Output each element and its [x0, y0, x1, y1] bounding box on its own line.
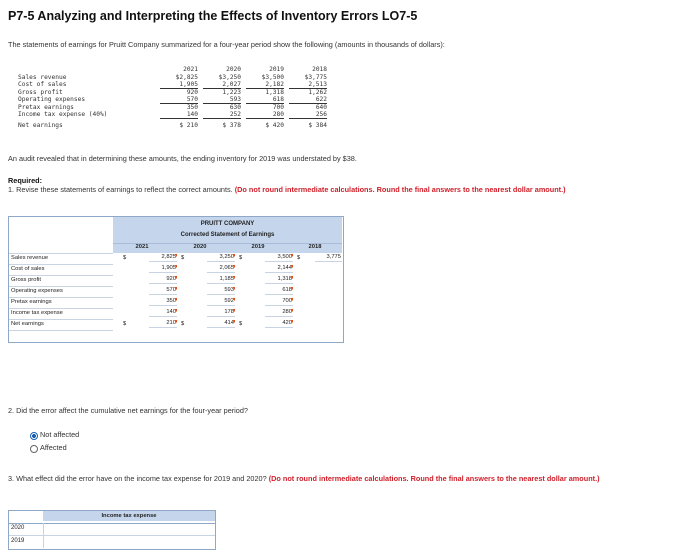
row-divider	[9, 319, 113, 320]
corrected-statement-table	[8, 216, 344, 343]
radio-affected[interactable]	[30, 445, 38, 453]
source-year-2018: 2018	[312, 66, 327, 73]
currency-symbol: $	[181, 255, 185, 261]
source-value: $ 210	[179, 122, 198, 129]
question-3	[8, 474, 608, 484]
input-gross-profit-2019[interactable]: 1,318	[265, 275, 293, 284]
source-value: $3,775	[304, 74, 327, 81]
source-value: 920	[186, 89, 198, 96]
answer-marker-icon	[232, 320, 235, 323]
row-divider	[9, 275, 113, 276]
answer-marker-icon	[232, 254, 235, 257]
currency-symbol: $	[239, 255, 243, 261]
row-label-operating-expenses: Operating expenses	[11, 288, 63, 294]
audit-text: An audit revealed that in determining these amounts, the ending inventory for 2019 was understated by $38.	[8, 154, 357, 163]
source-value: 622	[289, 96, 327, 104]
currency-symbol: $	[181, 321, 185, 327]
source-value: 256	[289, 111, 327, 119]
input-income-tax-2021[interactable]: 140	[149, 308, 177, 317]
input-sales-revenue-2021[interactable]: 2,825	[149, 253, 177, 262]
source-value: 2,513	[289, 81, 327, 89]
radio-label-affected: Affected	[40, 443, 67, 452]
answer-marker-icon	[232, 298, 235, 301]
currency-symbol: $	[297, 255, 301, 261]
input-income-tax-2020[interactable]: 178	[207, 308, 235, 317]
input-net-earnings-2019[interactable]: 420	[265, 319, 293, 328]
row-label-pretax-earnings: Pretax earnings	[11, 299, 52, 305]
answer-marker-icon	[290, 287, 293, 290]
tax-table-header-label: Income tax expense	[101, 513, 157, 519]
currency-symbol: $	[123, 255, 127, 261]
row-label-net-earnings: Net earnings	[11, 321, 44, 327]
row-label-gross-profit: Gross profit	[11, 277, 41, 283]
input-operating-expenses-2021[interactable]: 570	[149, 286, 177, 295]
source-value: 618	[246, 96, 284, 104]
answer-marker-icon	[174, 287, 177, 290]
row-divider	[9, 308, 113, 309]
source-statement	[18, 66, 327, 134]
income-tax-effect-table	[8, 510, 216, 550]
source-value: $3,500	[261, 74, 284, 81]
source-value: 593	[203, 96, 241, 104]
source-value: 640	[315, 104, 327, 111]
answer-marker-icon	[290, 254, 293, 257]
answer-marker-icon	[290, 298, 293, 301]
source-label: Gross profit	[18, 89, 63, 96]
answer-marker-icon	[290, 320, 293, 323]
source-value: 630	[229, 104, 241, 111]
row-label-income-tax-expense: Income tax expense	[11, 310, 63, 316]
input-sales-revenue-2020[interactable]: 3,250	[207, 253, 235, 262]
input-net-earnings-2020[interactable]: 414	[207, 319, 235, 328]
source-value: 1,318	[265, 89, 284, 96]
row-label-cost-of-sales: Cost of sales	[11, 266, 45, 272]
source-value: 570	[160, 96, 198, 104]
source-label: Income tax expense (40%)	[18, 111, 108, 118]
source-label: Cost of sales	[18, 81, 67, 88]
currency-symbol: $	[239, 321, 243, 327]
source-year-2019: 2019	[269, 66, 284, 73]
source-value: 280	[246, 111, 284, 119]
source-value: $2,825	[175, 74, 198, 81]
radio-label-not-affected: Not affected	[40, 430, 80, 439]
page-title: P7-5 Analyzing and Interpreting the Effects of Inventory Errors LO7-5	[8, 9, 418, 23]
tax-row-2020: 2020	[11, 525, 25, 531]
row-divider	[9, 253, 113, 254]
answer-marker-icon	[174, 298, 177, 301]
input-tax-effect-2020[interactable]	[43, 523, 216, 535]
answer-marker-icon	[232, 265, 235, 268]
answer-marker-icon	[232, 309, 235, 312]
answer-marker-icon	[290, 309, 293, 312]
source-value: 350	[186, 104, 198, 111]
answer-marker-icon	[174, 265, 177, 268]
source-label: Operating expenses	[18, 96, 86, 103]
input-tax-effect-2019[interactable]	[43, 535, 216, 548]
source-value: 700	[272, 104, 284, 111]
answer-marker-icon	[174, 276, 177, 279]
answer-marker-icon	[290, 265, 293, 268]
input-pretax-earnings-2019[interactable]: 700	[265, 297, 293, 306]
row-divider	[9, 286, 113, 287]
source-value: 2,027	[203, 81, 241, 89]
source-value: $3,250	[218, 74, 241, 81]
answer-marker-icon	[290, 276, 293, 279]
column-year-2020: 2020	[193, 244, 207, 250]
answer-marker-icon	[174, 320, 177, 323]
input-sales-revenue-2019[interactable]: 3,500	[265, 253, 293, 262]
question-1-note: (Do not round intermediate calculations. Round the final answers to the nearest dollar amount.)	[234, 185, 566, 194]
tax-row-2019: 2019	[11, 538, 25, 544]
source-label: Sales revenue	[18, 74, 67, 81]
column-year-2019: 2019	[251, 244, 265, 250]
input-operating-expenses-2019[interactable]: 618	[265, 286, 293, 295]
source-value: $ 378	[222, 122, 241, 129]
row-divider	[9, 264, 113, 265]
source-value: $ 420	[265, 122, 284, 129]
row-divider	[9, 297, 113, 298]
column-year-2021: 2021	[135, 244, 149, 250]
column-year-2018: 2018	[308, 244, 322, 250]
answer-marker-icon	[232, 276, 235, 279]
row-label-sales-revenue: Sales revenue	[11, 255, 49, 261]
source-label: Net earnings	[18, 122, 63, 129]
source-value: $ 384	[308, 122, 327, 129]
statement-title: Corrected Statement of Earnings	[180, 232, 275, 238]
input-pretax-earnings-2021[interactable]: 350	[149, 297, 177, 306]
input-cost-of-sales-2019[interactable]: 2,144	[265, 264, 293, 273]
question-2-text: 2. Did the error affect the cumulative net earnings for the four-year period?	[8, 406, 248, 415]
question-3-note: (Do not round intermediate calculations. Round the final answers to the nearest dollar amount.)	[268, 474, 600, 483]
input-net-earnings-2021[interactable]: 210	[149, 319, 177, 328]
source-year-2021: 2021	[183, 66, 198, 73]
answer-marker-icon	[174, 254, 177, 257]
intro-text: The statements of earnings for Pruitt Company summarized for a four-year period show the following (amounts in thousands of dollars):	[8, 40, 445, 49]
input-operating-expenses-2020[interactable]: 593	[207, 286, 235, 295]
radio-not-affected[interactable]	[30, 432, 38, 440]
required-label: Required:	[8, 176, 43, 185]
input-cost-of-sales-2021[interactable]: 1,905	[149, 264, 177, 273]
question-3-text: 3. What effect did the error have on the income tax expense for 2019 and 2020?	[8, 474, 267, 483]
currency-symbol: $	[123, 321, 127, 327]
source-value: 1,223	[222, 89, 241, 96]
answer-marker-icon	[174, 309, 177, 312]
answer-marker-icon	[232, 287, 235, 290]
question-1	[8, 185, 568, 195]
question-1-text: 1. Revise these statements of earnings to reflect the correct amounts.	[8, 185, 233, 194]
source-year-2020: 2020	[226, 66, 241, 73]
input-pretax-earnings-2020[interactable]: 592	[207, 297, 235, 306]
input-gross-profit-2020[interactable]: 1,185	[207, 275, 235, 284]
source-value: 1,262	[308, 89, 327, 96]
input-gross-profit-2021[interactable]: 920	[149, 275, 177, 284]
company-name: PRUITT COMPANY	[200, 221, 255, 227]
source-value: 252	[203, 111, 241, 119]
source-value: 140	[160, 111, 198, 119]
input-income-tax-2019[interactable]: 280	[265, 308, 293, 317]
source-value: 1,905	[160, 81, 198, 89]
input-sales-revenue-2018[interactable]: 3,775	[315, 253, 342, 262]
source-value: 2,182	[246, 81, 284, 89]
source-label: Pretax earnings	[18, 104, 74, 111]
row-divider	[9, 330, 113, 331]
input-cost-of-sales-2020[interactable]: 2,065	[207, 264, 235, 273]
